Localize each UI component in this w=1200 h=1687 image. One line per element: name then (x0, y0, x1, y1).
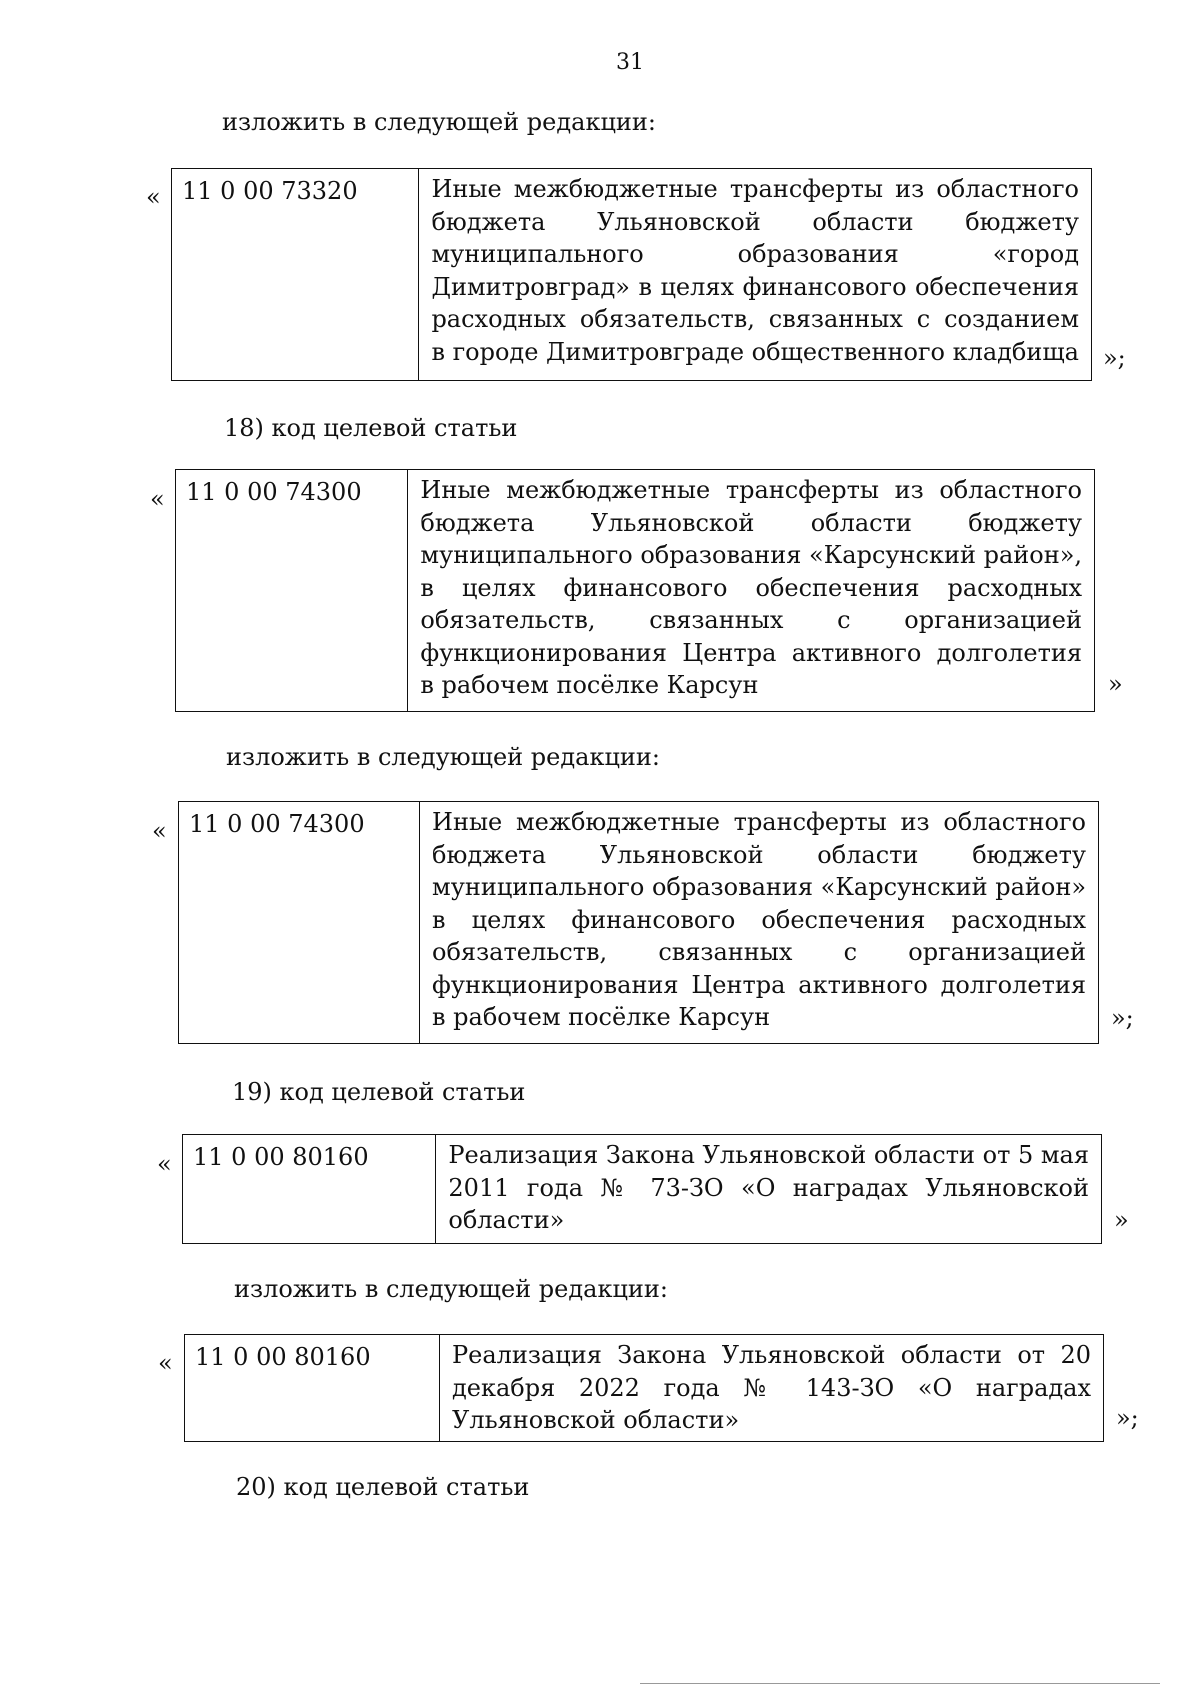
code-table (175, 469, 1095, 712)
open-quote: « (157, 1150, 172, 1178)
description-line: области» (448, 1206, 565, 1234)
description-line: обязательств, связанных с организацией (432, 938, 1086, 966)
description-line: декабря 2022 года № 143-ЗО «О наградах (452, 1373, 1091, 1402)
description-line: обязательств, связанных с организацией (420, 606, 1082, 634)
description-line: бюджета Ульяновской области бюджету (431, 207, 1079, 236)
target-article-description (419, 169, 1091, 380)
description-line: в целях финансового обеспечения расходных (432, 905, 1086, 934)
description-line: функционирования Центра активного долголетия (420, 638, 1082, 667)
description-line: функционирования Центра активного долголетия (432, 970, 1086, 999)
page-number: 31 (616, 50, 644, 75)
description-line: в рабочем посёлке Карсун (420, 671, 759, 699)
target-article-code: 11 0 00 74300 (179, 802, 420, 1043)
description-line: Иные межбюджетные трансферты из областного (431, 175, 1079, 203)
description-line: 2011 года № 73-ЗО «О наградах Ульяновской (448, 1173, 1089, 1202)
instruction-paragraph: изложить в следующей редакции: (226, 743, 660, 771)
code-table (171, 168, 1092, 381)
target-article-code: 11 0 00 74300 (176, 470, 408, 711)
target-article-description (440, 1335, 1103, 1441)
open-quote: « (158, 1349, 173, 1377)
article-heading: 19) код целевой статьи (232, 1078, 526, 1106)
description-line: муниципального образования «город (431, 240, 1079, 268)
description-line: в целях финансового обеспечения расходных (420, 573, 1082, 602)
article-heading: 20) код целевой статьи (236, 1473, 530, 1501)
code-table (178, 801, 1099, 1044)
description-line: муниципального образования «Карсунский район» (432, 873, 1086, 901)
description-line: расходных обязательств, связанных с созданием (431, 305, 1079, 333)
description-line: бюджета Ульяновской области бюджету (420, 508, 1082, 537)
article-heading: 18) код целевой статьи (224, 414, 518, 442)
description-line: Димитровград» в целях финансового обеспечения (431, 272, 1079, 301)
target-article-description (408, 470, 1094, 711)
description-line: муниципального образования «Карсунский район», (420, 541, 1082, 569)
description-line: Ульяновской области» (452, 1406, 740, 1434)
description-line: Иные межбюджетные трансферты из областного (420, 476, 1082, 504)
description-line: в городе Димитровграде общественного кладбища (431, 337, 1079, 366)
target-article-code: 11 0 00 80160 (185, 1335, 440, 1441)
description-line: в рабочем посёлке Карсун (432, 1003, 771, 1031)
target-article-description (420, 802, 1098, 1043)
close-quote: »; (1111, 1004, 1134, 1032)
target-article-code: 11 0 00 73320 (172, 169, 419, 380)
code-table (184, 1334, 1104, 1442)
description-line: бюджета Ульяновской области бюджету (432, 840, 1086, 869)
instruction-paragraph: изложить в следующей редакции: (234, 1275, 668, 1303)
target-article-code: 11 0 00 80160 (183, 1135, 436, 1243)
description-line: Реализация Закона Ульяновской области от 20 (452, 1341, 1091, 1369)
open-quote: « (152, 817, 167, 845)
close-quote: »; (1116, 1404, 1139, 1432)
code-table (182, 1134, 1102, 1244)
close-quote: »; (1103, 344, 1126, 372)
open-quote: « (146, 183, 161, 211)
scan-edge-line (640, 1683, 1160, 1684)
open-quote: « (150, 485, 165, 513)
instruction-paragraph: изложить в следующей редакции: (222, 108, 656, 136)
description-line: Иные межбюджетные трансферты из областного (432, 808, 1086, 836)
target-article-description (436, 1135, 1101, 1243)
description-line: Реализация Закона Ульяновской области от 5 мая (448, 1141, 1089, 1169)
close-quote: » (1114, 1206, 1129, 1234)
close-quote: » (1108, 670, 1123, 698)
